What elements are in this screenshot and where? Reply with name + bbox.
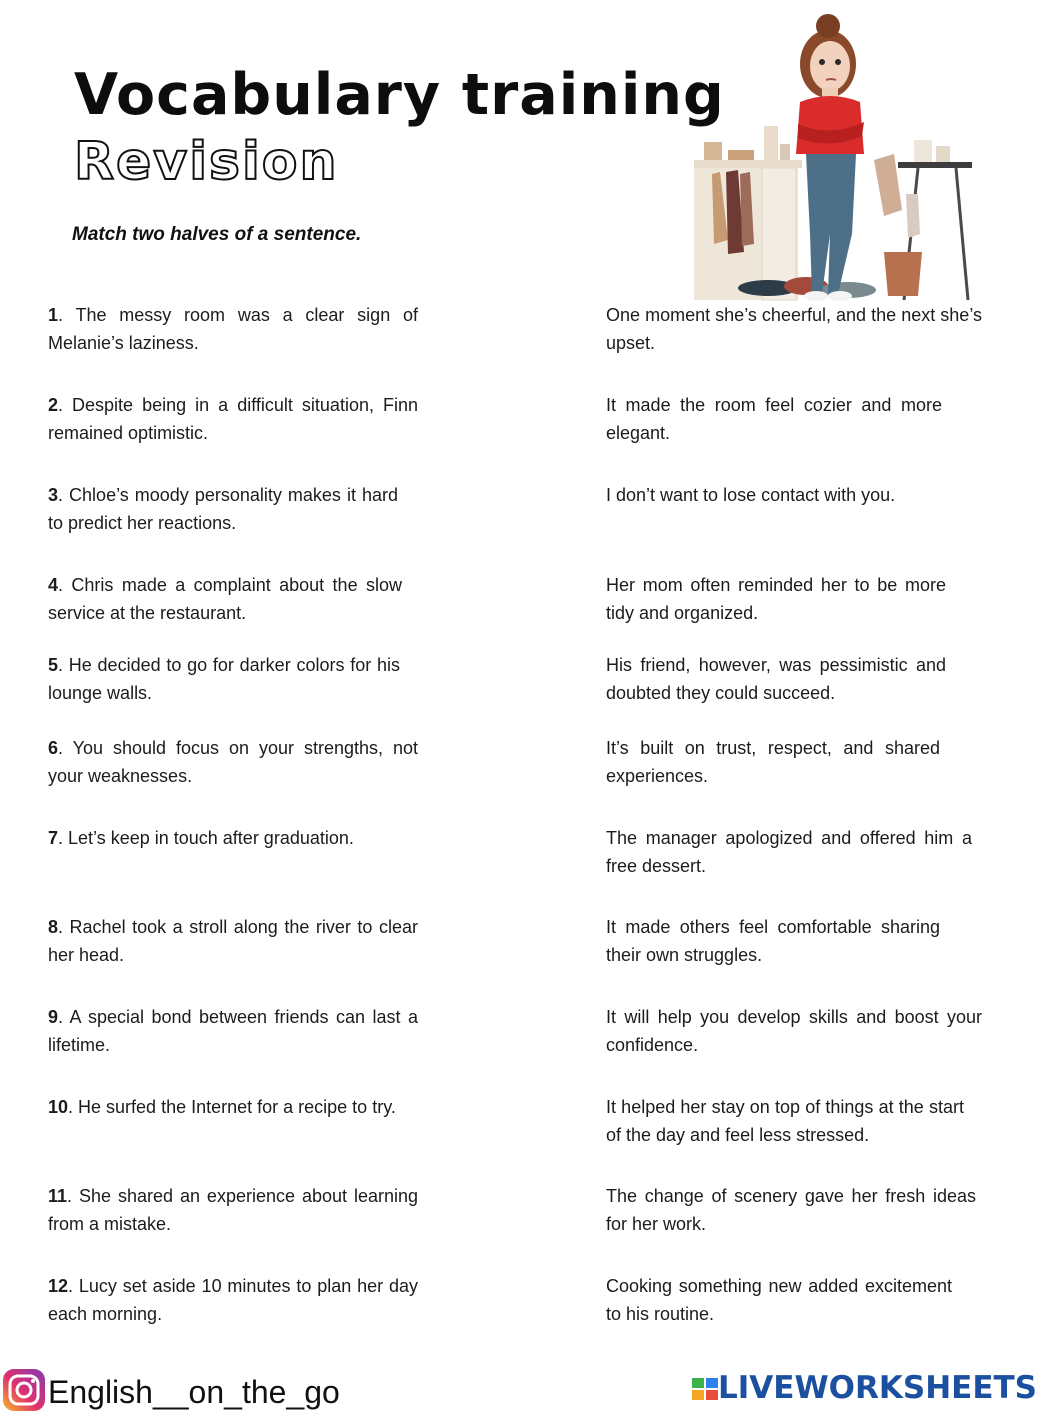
right-item-4: Her mom often reminded her to be more tidy and organized. <box>606 575 946 623</box>
right-item-12: Cooking something new added excitement to his routine. <box>606 1276 952 1324</box>
left-item-8: 8. Rachel took a stroll along the river to clear her head. <box>48 917 418 965</box>
instruction-text: Match two halves of a sentence. <box>72 224 362 245</box>
right-item-1: One moment she’s cheerful, and the next she’s upset. <box>606 305 982 353</box>
left-item-6: 6. You should focus on your strengths, not your weaknesses. <box>48 738 418 786</box>
left-item-5: 5. He decided to go for darker colors for his lounge walls. <box>48 655 400 703</box>
left-item-2: 2. Despite being in a difficult situation, Finn remained optimistic. <box>48 395 418 443</box>
left-item-11: 11. She shared an experience about learning from a mistake. <box>48 1186 418 1234</box>
girl-illustration <box>688 4 978 304</box>
left-item-7: 7. Let’s keep in touch after graduation. <box>48 828 354 848</box>
left-item-12: 12. Lucy set aside 10 minutes to plan her day each morning. <box>48 1276 418 1324</box>
liveworksheets-brand: LIVEWORKSHEETS <box>718 1370 1037 1406</box>
page-title: Vocabulary training <box>74 62 725 128</box>
left-item-3: 3. Chloe’s moody personality makes it hard to predict her reactions. <box>48 485 398 533</box>
right-item-8: It made others feel comfortable sharing their own struggles. <box>606 917 940 965</box>
page-subtitle: Revision <box>74 132 339 192</box>
left-item-10: 10. He surfed the Internet for a recipe to try. <box>48 1097 396 1117</box>
right-item-7: The manager apologized and offered him a free dessert. <box>606 828 972 876</box>
right-item-5: His friend, however, was pessimistic and doubted they could succeed. <box>606 655 946 703</box>
right-item-11: The change of scenery gave her fresh ideas for her work. <box>606 1186 976 1234</box>
right-item-6: It’s built on trust, respect, and shared experiences. <box>606 738 940 786</box>
left-item-4: 4. Chris made a complaint about the slow service at the restaurant. <box>48 575 402 623</box>
right-item-10: It helped her stay on top of things at the start of the day and feel less stressed. <box>606 1097 964 1145</box>
right-item-2: It made the room feel cozier and more elegant. <box>606 395 942 443</box>
right-item-9: It will help you develop skills and boost your confidence. <box>606 1007 982 1055</box>
instagram-icon <box>2 1368 46 1412</box>
left-item-1: 1. The messy room was a clear sign of Melanie’s laziness. <box>48 305 418 353</box>
liveworksheets-logo-icon <box>690 1374 720 1404</box>
instagram-handle: English__on_the_go <box>48 1374 340 1410</box>
right-item-3: I don’t want to lose contact with you. <box>606 485 896 505</box>
left-item-9: 9. A special bond between friends can last a lifetime. <box>48 1007 418 1055</box>
